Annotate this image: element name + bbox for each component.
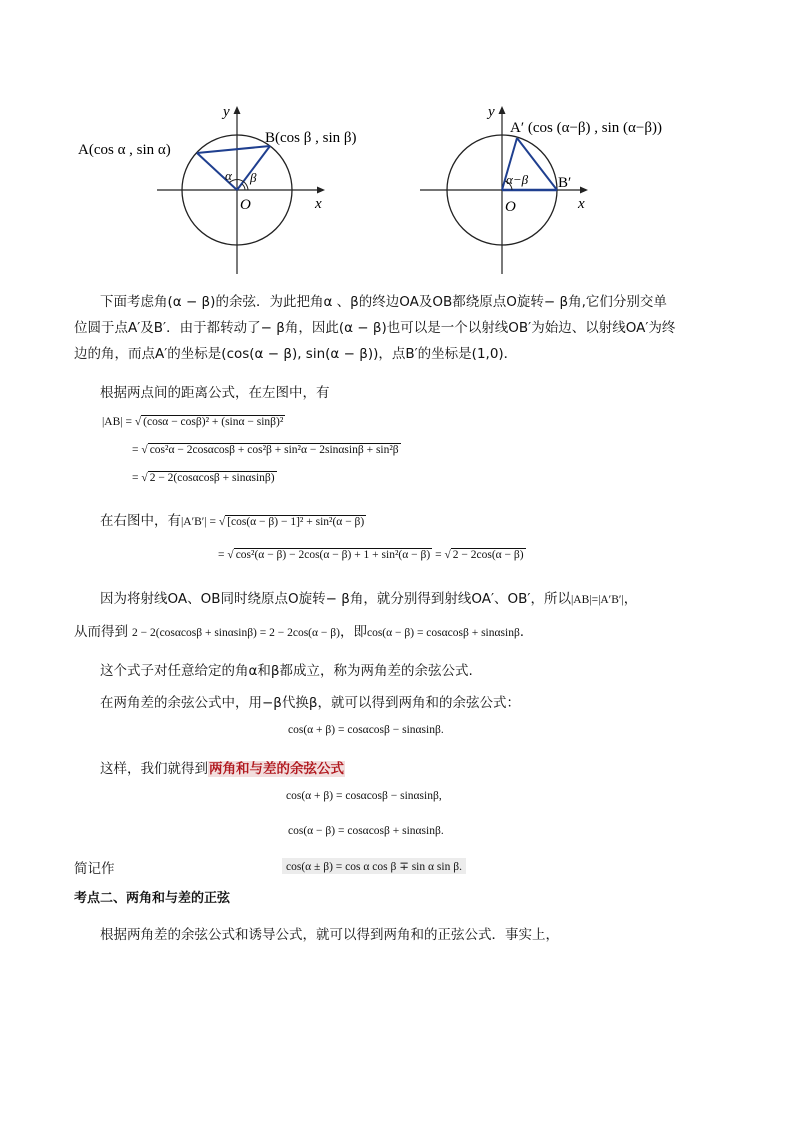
section-title: 考点二、两角和与差的正弦 xyxy=(74,891,231,906)
brief-label: 简记作 xyxy=(74,861,115,877)
para3-end-2: . xyxy=(519,624,525,640)
right-unit-circle-figure xyxy=(410,98,730,278)
ab-prime-eq-2: = xyxy=(218,549,228,561)
brief-end: . xyxy=(459,861,462,873)
ab-prime-radicand-2: cos²(α − β) − 2cos(α − β) + 1 + sin²(α − β) xyxy=(235,549,431,561)
ab-prime-lhs: |A′B′| = xyxy=(181,516,219,528)
ab-radicand-3: 2 − 2(cosαcosβ + sinαsinβ) xyxy=(149,472,275,484)
cos-sum-end: . xyxy=(440,724,444,736)
right-x-arrow xyxy=(580,187,588,194)
beta-label: β xyxy=(250,170,257,185)
paragraph-6 xyxy=(100,760,345,778)
cos-diff-text: cos(α − β) = cosαcosβ + sinαsinβ xyxy=(288,825,441,837)
left-x-arrow xyxy=(317,187,325,194)
para6-text: 这样，我们就得到 xyxy=(100,761,208,777)
ab-prime-equation-line-1 xyxy=(100,512,366,531)
right-x-label: x xyxy=(578,196,585,212)
cos-sum-formula xyxy=(288,724,444,736)
cos-diff-formula xyxy=(288,825,444,837)
sqrt-symbol: √ xyxy=(141,472,148,484)
cos-sum-formula-2 xyxy=(286,790,442,802)
paragraph-4: 这个式子对任意给定的角α和β都成立，称为两角差的余弦公式. xyxy=(100,663,473,679)
para3-math-1: |AB|=|A′B′| xyxy=(571,594,624,606)
right-y-label: y xyxy=(488,104,495,120)
para3-end-1: ， xyxy=(623,591,638,607)
para3-math-2: 2 − 2(cosαcosβ + sinαsinβ) = 2 − 2cos(α − β) xyxy=(132,627,340,639)
left-origin-label: O xyxy=(240,197,251,213)
right-figure-svg xyxy=(410,98,730,278)
brief-formula: cos(α ± β) = cos α cos β ∓ sin α sin β xyxy=(286,861,460,873)
para3-text-2: 从而得到 xyxy=(74,624,128,640)
left-unit-circle-figure xyxy=(75,98,395,278)
point-b-prime-label: B′ xyxy=(558,175,572,191)
left-y-arrow xyxy=(234,106,241,114)
highlight-term: 两角和与差的余弦公式 xyxy=(209,761,344,777)
ab-eq-3: = xyxy=(132,472,142,484)
cos-sum2-text: cos(α + β) = cosαcosβ − sinαsinβ xyxy=(286,790,439,802)
ab-prime-intro: 在右图中，有 xyxy=(100,513,181,529)
paragraph-1-line-1: 下面考虑角(α − β)的余弦．为此把角α 、β的终边OA及OB都绕原点O旋转− β角,它们分别交单 xyxy=(100,294,667,310)
right-origin-label: O xyxy=(505,199,516,215)
para3-mid-2: ，即 xyxy=(339,624,367,640)
point-a-label: A(cos α , sin α) xyxy=(78,142,171,158)
cos-sum-text: cos(α + β) = cosαcosβ − sinαsinβ xyxy=(288,724,441,736)
sqrt-symbol: √ xyxy=(141,444,148,456)
sqrt-symbol: √ xyxy=(134,416,142,428)
point-a-prime-label: A′ (cos (α−β) , sin (α−β)) xyxy=(510,120,662,136)
ab-equation-line-3 xyxy=(132,472,277,484)
cos-diff-end: . xyxy=(440,825,444,837)
alpha-label: α xyxy=(225,168,232,183)
angle-alpha-minus-beta-label: α−β xyxy=(506,172,529,187)
point-b-label: B(cos β , sin β) xyxy=(265,130,357,146)
left-y-label: y xyxy=(223,104,230,120)
sqrt-symbol: √ xyxy=(444,549,451,561)
paragraph-1-line-2: 位圆于点A′及B′．由于都转动了− β角，因此(α − β)也可以是一个以射线OB′为始边、以射线OA′为终 xyxy=(74,320,676,336)
paragraph-7: 根据两角差的余弦公式和诱导公式，就可以得到两角和的正弦公式．事实上， xyxy=(100,927,559,943)
sqrt-symbol: √ xyxy=(218,516,226,528)
paragraph-2: 根据两点间的距离公式，在左图中，有 xyxy=(100,385,330,401)
ab-prime-radicand-3: 2 − 2cos(α − β) xyxy=(452,549,524,561)
paragraph-3-line-2 xyxy=(74,623,524,642)
ab-equation-line-2 xyxy=(132,444,401,456)
right-y-arrow xyxy=(499,106,506,114)
brief-formula-box xyxy=(282,858,466,874)
left-figure-svg xyxy=(75,98,395,278)
segment-ab xyxy=(197,146,270,153)
ab-prime-mid-eq: = xyxy=(432,549,445,561)
para3-text-1: 因为将射线OA、OB同时绕原点O旋转− β角，就分别得到射线OA′、OB′，所以 xyxy=(100,591,571,607)
ab-radicand-1: (cosα − cosβ)² + (sinα − sinβ)² xyxy=(143,416,284,428)
paragraph-5: 在两角差的余弦公式中，用−β代换β，就可以得到两角和的余弦公式： xyxy=(100,695,521,711)
paragraph-1-line-3: 边的角，而点A′的坐标是(cos(α − β), sin(α − β))，点B′的坐标是(1,0)． xyxy=(74,346,518,362)
ab-prime-equation-line-2 xyxy=(218,549,526,561)
beta-arc xyxy=(242,184,245,190)
cos-sum2-end: , xyxy=(438,790,442,802)
ab-prime-radicand-1: [cos(α − β) − 1]² + sin²(α − β) xyxy=(227,516,365,528)
para3-math-3: cos(α − β) = cosαcosβ + sinαsinβ xyxy=(366,627,520,639)
paragraph-3-line-1 xyxy=(100,590,637,609)
ab-eq-2: = xyxy=(132,444,142,456)
sqrt-symbol: √ xyxy=(227,549,234,561)
left-x-label: x xyxy=(315,196,322,212)
ab-radicand-2: cos²α − 2cosαcosβ + cos²β + sin²α − 2sinαsinβ + sin²β xyxy=(149,444,399,456)
ab-lhs: |AB| = xyxy=(102,416,135,428)
ab-equation-line-1 xyxy=(102,416,285,428)
